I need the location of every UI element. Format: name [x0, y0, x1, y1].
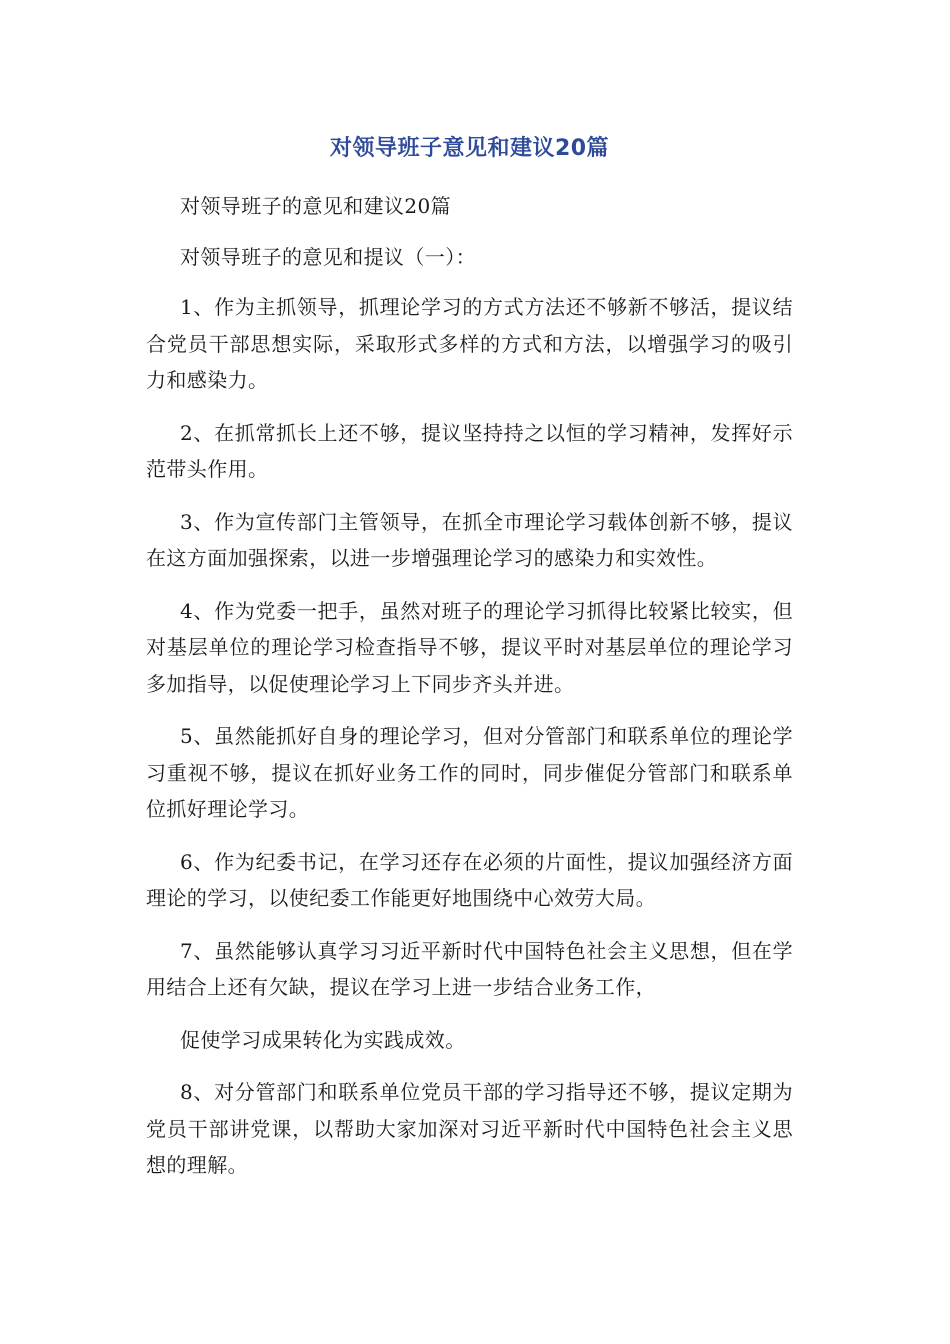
paragraph-item-7: 7、虽然能够认真学习习近平新时代中国特色社会主义思想，但在学用结合上还有欠缺，提议在学习上进一步结合业务工作， [146, 938, 793, 999]
paragraph-item-3: 3、作为宣传部门主管领导，在抓全市理论学习载体创新不够，提议在这方面加强探索，以进一步增强理论学习的感染力和实效性。 [146, 509, 793, 570]
paragraph-item-2: 2、在抓常抓长上还不够，提议坚持持之以恒的学习精神，发挥好示范带头作用。 [146, 420, 793, 481]
paragraph-item-6: 6、作为纪委书记，在学习还存在必须的片面性，提议加强经济方面理论的学习，以使纪委工作能更好地围绕中心效劳大局。 [146, 849, 793, 910]
paragraph-item-8: 8、对分管部门和联系单位党员干部的学习指导还不够，提议定期为党员干部讲党课，以帮助大家加深对习近平新时代中国特色社会主义思想的理解。 [146, 1080, 793, 1177]
paragraph-item-1: 1、作为主抓领导，抓理论学习的方式方法还不够新不够活，提议结合党员干部思想实际，采取形式多样的方式和方法，以增强学习的吸引力和感染力。 [146, 295, 793, 392]
document-subtitle: 对领导班子的意见和建议20篇 [180, 194, 452, 218]
section-heading: 对领导班子的意见和提议（一）： [180, 244, 476, 269]
paragraph-item-4: 4、作为党委一把手，虽然对班子的理论学习抓得比较紧比较实，但对基层单位的理论学习检查指导不够，提议平时对基层单位的理论学习多加指导，以促使理论学习上下同步齐头并进。 [146, 598, 793, 696]
document-title: 对领导班子意见和建议20篇 [329, 136, 610, 161]
paragraph-item-7-continued: 促使学习成果转化为实践成效。 [180, 1027, 466, 1052]
paragraph-item-5: 5、虽然能抓好自身的理论学习，但对分管部门和联系单位的理论学习重视不够，提议在抓好业务工作的同时，同步催促分管部门和联系单位抓好理论学习。 [146, 724, 793, 821]
